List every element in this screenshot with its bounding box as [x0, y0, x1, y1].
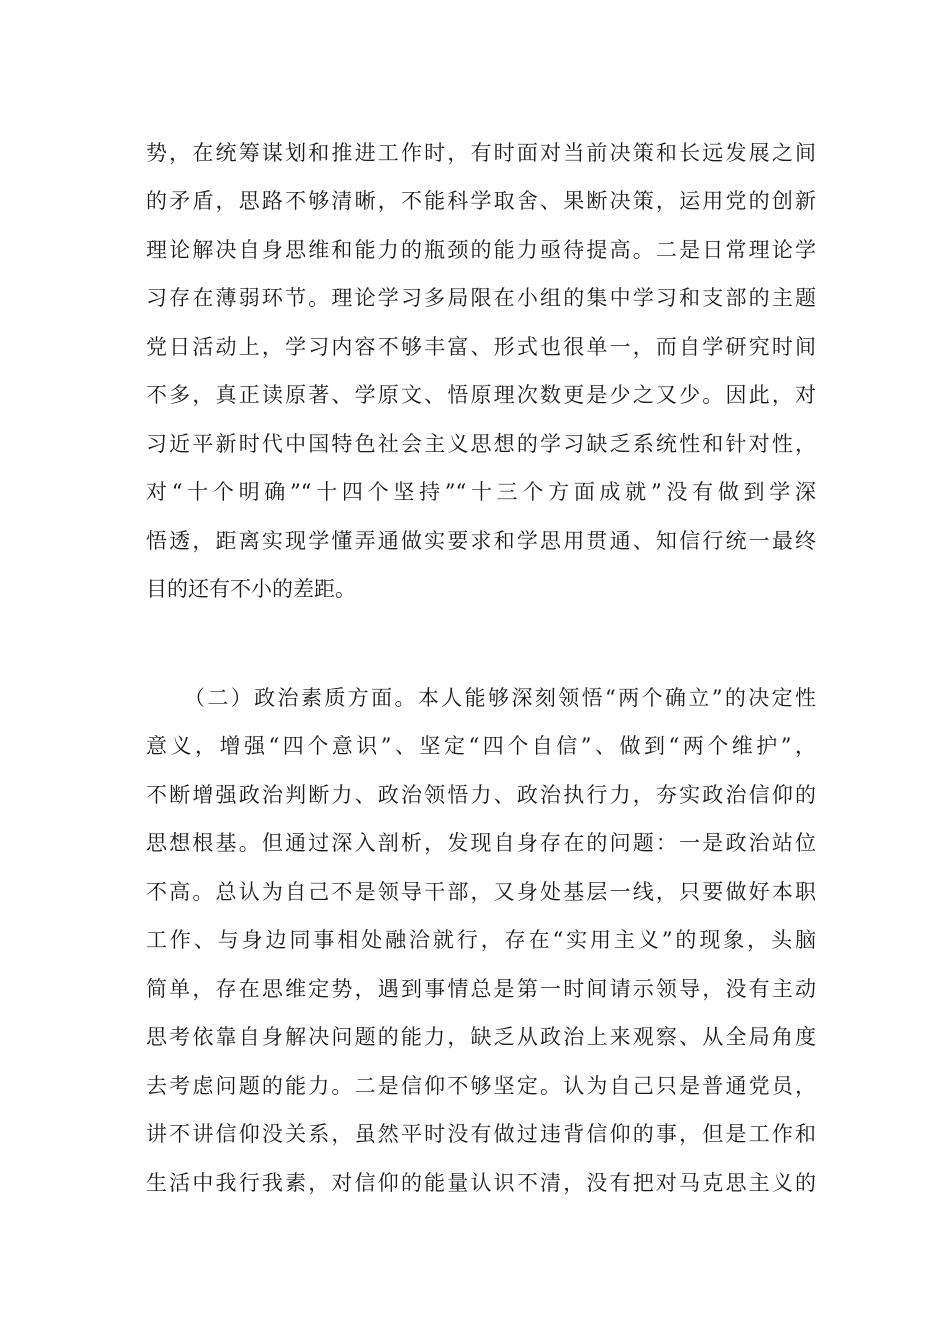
text-line: 习近平新时代中国特色社会主义思想的学习缺乏系统性和针对性， [146, 432, 816, 456]
text-line: 意义，增强“四个意识”、坚定“四个自信”、做到“两个维护”， [146, 734, 816, 758]
text-line: 不断增强政治判断力、政治领悟力、政治执行力，夯实政治信仰的 [146, 783, 816, 807]
text-line: 生活中我行我素，对信仰的能量认识不清，没有把对马克思主义的 [146, 1171, 816, 1195]
text-line: 不高。总认为自己不是领导干部，又身处基层一线，只要做好本职 [146, 880, 816, 904]
text-line: 简单，存在思维定势，遇到事情总是第一时间请示领导，没有主动 [146, 977, 816, 1001]
text-line: 的矛盾，思路不够清晰，不能科学取舍、果断决策，运用党的创新 [146, 189, 816, 213]
text-line: 党日活动上，学习内容不够丰富、形式也很单一，而自学研究时间 [146, 335, 816, 359]
text-line: 工作、与身边同事相处融洽就行，存在“实用主义”的现象，头脑 [146, 928, 816, 952]
text-line: 悟透，距离实现学懂弄通做实要求和学思用贯通、知信行统一最终 [146, 529, 816, 553]
text-line: 目的还有不小的差距。 [146, 577, 356, 601]
text-line: （二）政治素质方面。本人能够深刻领悟“两个确立”的决定性 [184, 686, 816, 710]
text-line: 对“十个明确”“十四个坚持”“十三个方面成就”没有做到学深 [146, 480, 816, 504]
text-line: 习存在薄弱环节。理论学习多局限在小组的集中学习和支部的主题 [146, 286, 816, 310]
text-line: 去考虑问题的能力。二是信仰不够坚定。认为自己只是普通党员， [146, 1074, 816, 1098]
text-line: 势，在统筹谋划和推进工作时，有时面对当前决策和长远发展之间 [146, 141, 816, 165]
text-line: 思想根基。但通过深入剖析，发现自身存在的问题：一是政治站位 [146, 831, 816, 855]
text-line: 不多，真正读原著、学原文、悟原理次数更是少之又少。因此，对 [146, 383, 816, 407]
text-line: 理论解决自身思维和能力的瓶颈的能力亟待提高。二是日常理论学 [146, 238, 816, 262]
text-line: 思考依靠自身解决问题的能力，缺乏从政治上来观察、从全局角度 [146, 1025, 816, 1049]
text-line: 讲不讲信仰没关系，虽然平时没有做过违背信仰的事，但是工作和 [146, 1122, 816, 1146]
